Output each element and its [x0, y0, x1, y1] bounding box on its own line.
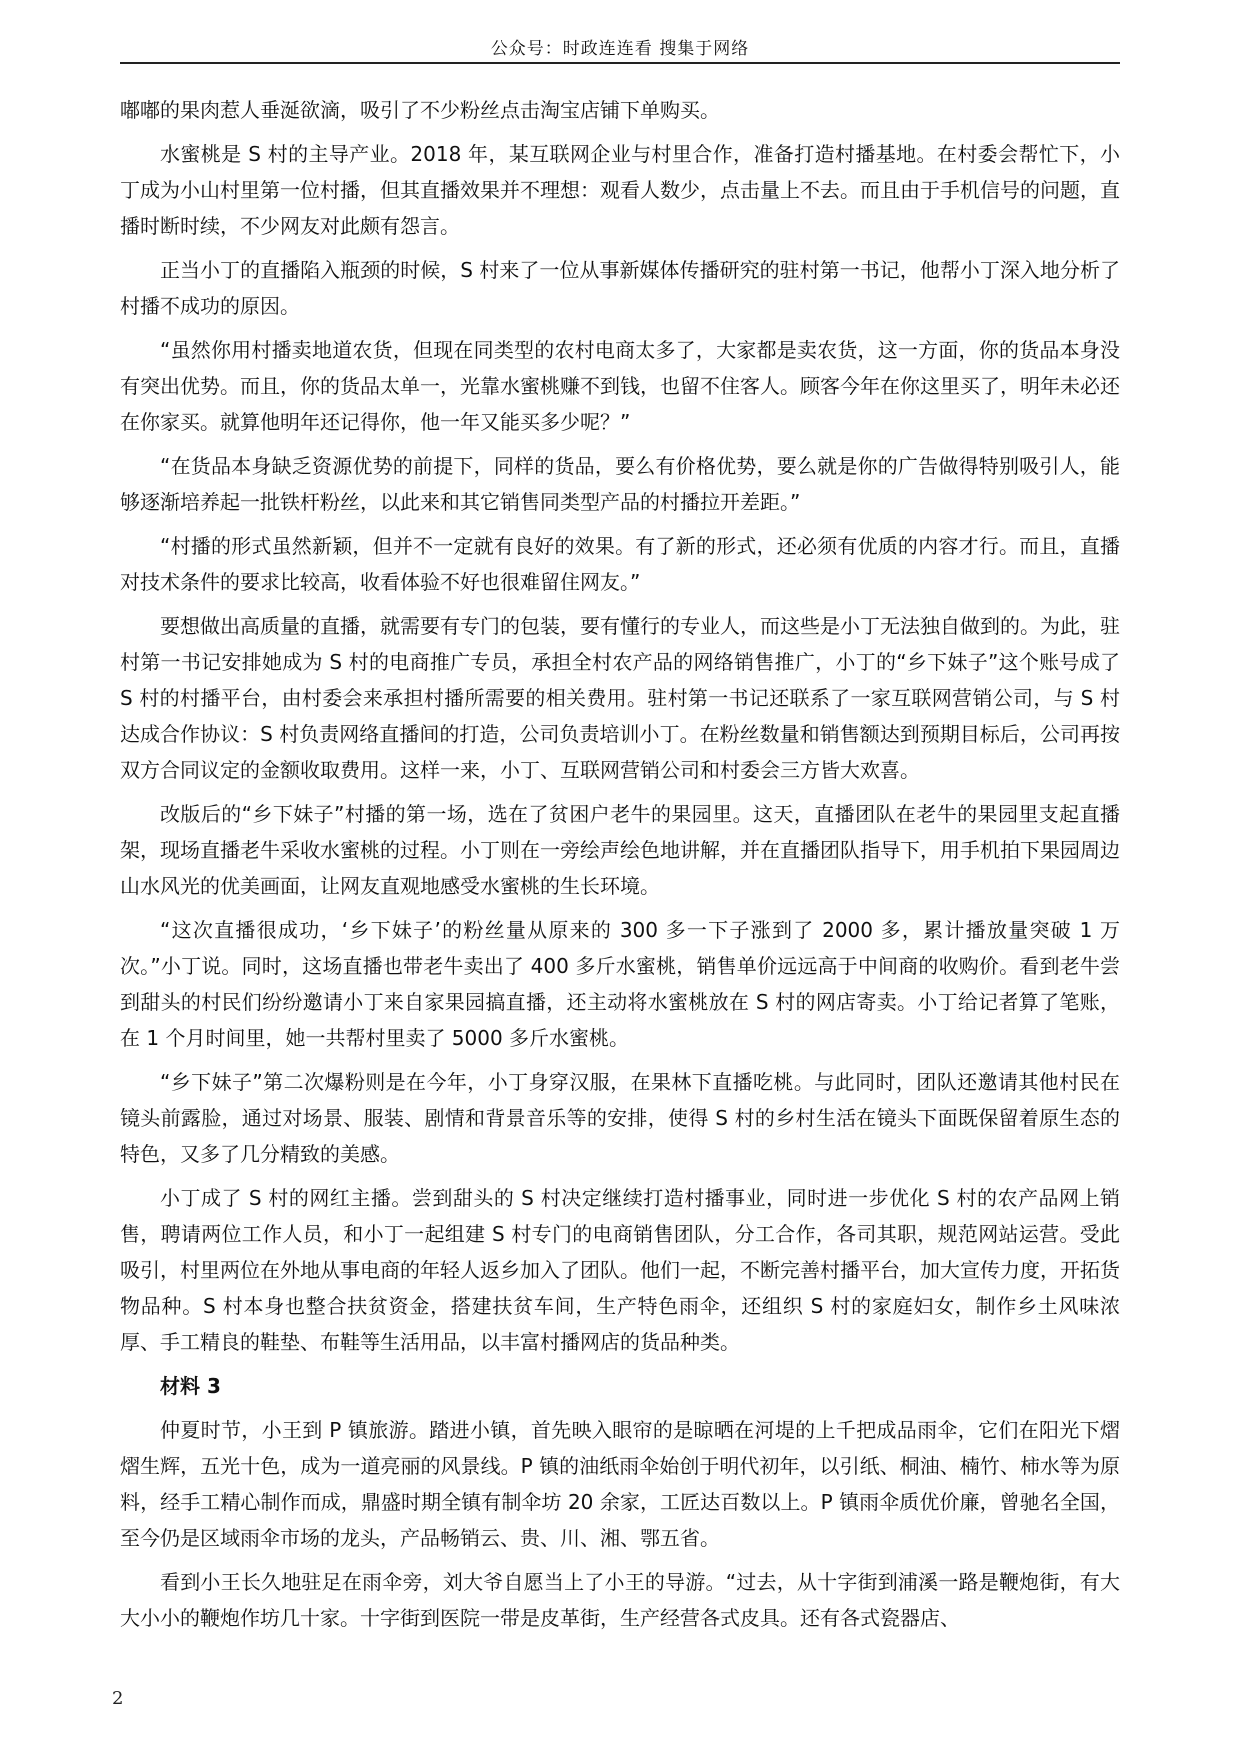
paragraph-continuation: 嘟嘟的果肉惹人垂涎欲滴，吸引了不少粉丝点击淘宝店铺下单购买。: [120, 98, 720, 122]
paragraph: 改版后的“乡下妹子”村播的第一场，选在了贫困户老牛的果园里。这天，直播团队在老牛的果园里支起直播架，现场直播老牛采收水蜜桃的过程。小丁则在一旁绘声绘色地讲解，并在直播团队指导下，用手机拍下果园周边山水风光的优美画面，让网友直观地感受水蜜桃的生长环境。: [120, 802, 1120, 898]
page-number: 2: [112, 1688, 124, 1709]
section-heading: 材料 3: [160, 1374, 221, 1398]
paragraph: “这次直播很成功，‘乡下妹子’的粉丝量从原来的 300 多一下子涨到了 2000 多，累计播放量突破 1 万次。”小丁说。同时，这场直播也带老牛卖出了 400 多斤水蜜桃，销售单价远远高于中间商的收购价。看到老牛尝到甜头的村民们纷纷邀请小丁来自家果园搞直播，还主动将水蜜桃放在 S 村的网店寄卖。小丁给记者算了笔账，在 1 个月时间里，她一共帮村里卖了 5000 多斤水蜜桃。: [120, 918, 1120, 1050]
paragraph: 小丁成了 S 村的网红主播。尝到甜头的 S 村决定继续打造村播事业，同时进一步优化 S 村的农产品网上销售，聘请两位工作人员，和小丁一起组建 S 村专门的电商销售团队，分工合作，各司其职，规范网站运营。受此吸引，村里两位在外地从事电商的年轻人返乡加入了团队。他们一起，不断完善村播平台，加大宣传力度，开拓货物品种。S 村本身也整合扶贫资金，搭建扶贫车间，生产特色雨伞，还组织 S 村的家庭妇女，制作乡土风味浓厚、手工精良的鞋垫、布鞋等生活用品，以丰富村播网店的货品种类。: [120, 1186, 1120, 1354]
paragraph: 要想做出高质量的直播，就需要有专门的包装，要有懂行的专业人，而这些是小丁无法独自做到的。为此，驻村第一书记安排她成为 S 村的电商推广专员，承担全村农产品的网络销售推广，小丁的“乡下妹子”这个账号成了 S 村的村播平台，由村委会来承担村播所需要的相关费用。驻村第一书记还联系了一家互联网营销公司，与 S 村达成合作协议：S 村负责网络直播间的打造，公司负责培训小丁。在粉丝数量和销售额达到预期目标后，公司再按双方合同议定的金额收取费用。这样一来，小丁、互联网营销公司和村委会三方皆大欢喜。: [120, 614, 1120, 782]
paragraph-quote: “村播的形式虽然新颖，但并不一定就有良好的效果。有了新的形式，还必须有优质的内容才行。而且，直播对技术条件的要求比较高，收看体验不好也很难留住网友。”: [120, 534, 1120, 594]
paragraph: 仲夏时节，小王到 P 镇旅游。踏进小镇，首先映入眼帘的是晾晒在河堤的上千把成品雨伞，它们在阳光下熠熠生辉，五光十色，成为一道亮丽的风景线。P 镇的油纸雨伞始创于明代初年，以引纸、桐油、楠竹、柿水等为原料，经手工精心制作而成，鼎盛时期全镇有制伞坊 20 余家，工匠达百数以上。P 镇雨伞质优价廉，曾驰名全国，至今仍是区域雨伞市场的龙头，产品畅销云、贵、川、湘、鄂五省。: [120, 1418, 1120, 1550]
header-divider: [120, 62, 1120, 64]
paragraph: 看到小王长久地驻足在雨伞旁，刘大爷自愿当上了小王的导游。“过去，从十字街到浦溪一路是鞭炮街，有大大小小的鞭炮作坊几十家。十字街到医院一带是皮革街，生产经营各式皮具。还有各式瓷器店、: [120, 1570, 1120, 1630]
page-header: 公众号：时政连连看 搜集于网络: [490, 39, 750, 59]
paragraph-quote: “在货品本身缺乏资源优势的前提下，同样的货品，要么有价格优势，要么就是你的广告做得特别吸引人，能够逐渐培养起一批铁杆粉丝，以此来和其它销售同类型产品的村播拉开差距。”: [120, 454, 1120, 514]
paragraph-quote: “虽然你用村播卖地道农货，但现在同类型的农村电商太多了，大家都是卖农货，这一方面，你的货品本身没有突出优势。而且，你的货品太单一，光靠水蜜桃赚不到钱，也留不住客人。顾客今年在你这里买了，明年未必还在你家买。就算他明年还记得你，他一年又能买多少呢？”: [120, 338, 1120, 434]
paragraph: “乡下妹子”第二次爆粉则是在今年，小丁身穿汉服，在果林下直播吃桃。与此同时，团队还邀请其他村民在镜头前露脸，通过对场景、服装、剧情和背景音乐等的安排，使得 S 村的乡村生活在镜头下面既保留着原生态的特色，又多了几分精致的美感。: [120, 1070, 1120, 1166]
body-text: [120, 92, 1120, 1644]
paragraph: 正当小丁的直播陷入瓶颈的时候，S 村来了一位从事新媒体传播研究的驻村第一书记，他帮小丁深入地分析了村播不成功的原因。: [120, 258, 1120, 318]
paragraph: 水蜜桃是 S 村的主导产业。2018 年，某互联网企业与村里合作，准备打造村播基地。在村委会帮忙下，小丁成为小山村里第一位村播，但其直播效果并不理想：观看人数少，点击量上不去。而且由于手机信号的问题，直播时断时续，不少网友对此颇有怨言。: [120, 142, 1120, 238]
